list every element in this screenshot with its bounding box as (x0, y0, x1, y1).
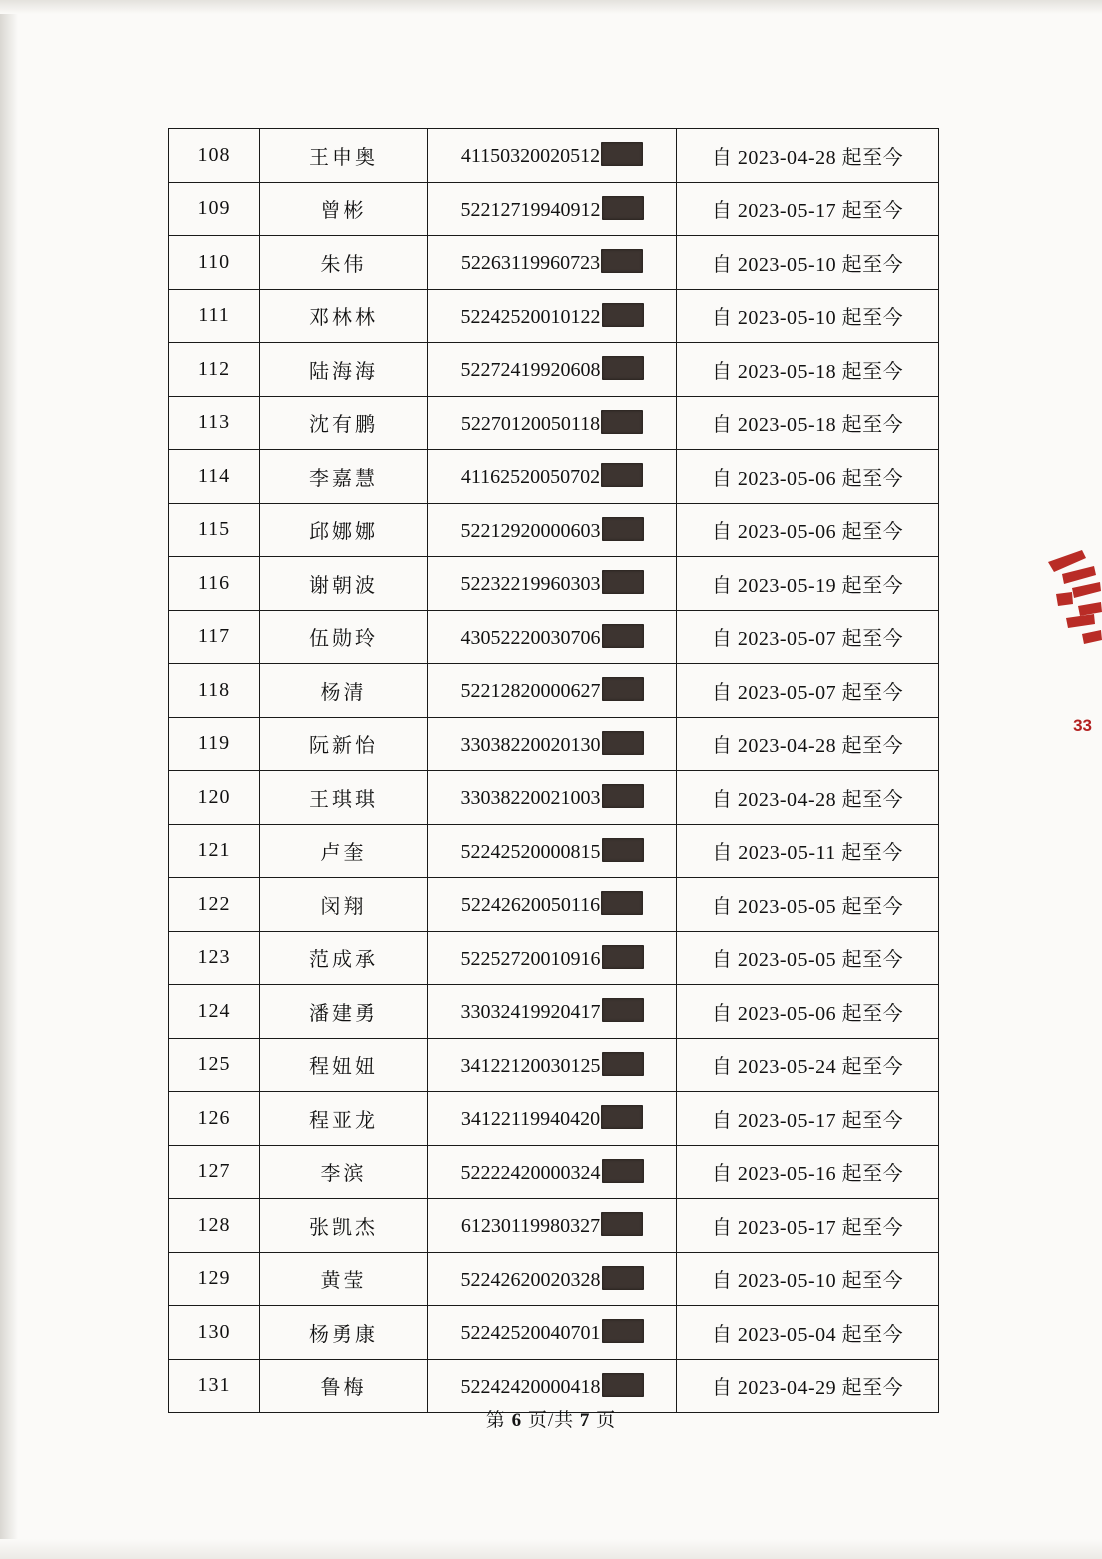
row-id-visible-digits: 52222420000324 (460, 1161, 601, 1184)
redaction-block (602, 303, 644, 327)
row-id-number (428, 1092, 677, 1146)
table-row (169, 931, 939, 985)
row-name: 程妞妞 (260, 1038, 428, 1092)
row-date-range: 自 2023-05-10 起至今 (677, 1252, 939, 1306)
row-id-number (428, 1306, 677, 1360)
row-number: 114 (169, 450, 260, 504)
row-id-number (428, 931, 677, 985)
row-name: 沈有鹏 (260, 396, 428, 450)
row-number: 108 (169, 129, 260, 183)
footer-suffix: 页 (596, 1410, 617, 1431)
row-name: 卢奎 (260, 824, 428, 878)
redaction-block (601, 463, 643, 487)
row-number: 128 (169, 1199, 260, 1253)
redaction-block (602, 1159, 644, 1183)
row-name: 张凯杰 (260, 1199, 428, 1253)
table-row (169, 717, 939, 771)
row-id-visible-digits: 52212719940912 (460, 198, 601, 221)
table-row (169, 557, 939, 611)
table-row (169, 1092, 939, 1146)
row-id-number (428, 236, 677, 290)
row-id-visible-digits: 52270120050118 (460, 412, 601, 435)
row-id-number (428, 557, 677, 611)
row-number: 119 (169, 717, 260, 771)
redaction-block (602, 356, 644, 380)
table-row (169, 771, 939, 825)
row-name: 陆海海 (260, 343, 428, 397)
table-row (169, 1145, 939, 1199)
footer-total-pages: 7 (579, 1410, 591, 1431)
row-id-visible-digits: 52263119960723 (460, 252, 601, 275)
row-name: 邓林林 (260, 289, 428, 343)
table-row (169, 396, 939, 450)
redaction-block (601, 891, 643, 915)
redaction-block (602, 196, 644, 220)
table-row (169, 182, 939, 236)
row-id-number (428, 771, 677, 825)
seal-code-text: 33 (1073, 716, 1092, 735)
row-id-visible-digits: 52212920000603 (460, 519, 601, 542)
redaction-block (602, 1319, 644, 1343)
redaction-block (602, 677, 644, 701)
redaction-block (602, 998, 644, 1022)
row-id-visible-digits: 33038220021003 (460, 787, 601, 810)
row-date-range: 自 2023-05-17 起至今 (677, 1199, 939, 1253)
row-id-visible-digits: 52212820000627 (460, 680, 601, 703)
row-id-visible-digits: 52242620050116 (460, 894, 601, 917)
row-id-visible-digits: 33032419920417 (460, 1001, 601, 1024)
row-number: 131 (169, 1359, 260, 1413)
table-row (169, 1252, 939, 1306)
row-name: 程亚龙 (260, 1092, 428, 1146)
row-id-number (428, 396, 677, 450)
redaction-block (601, 410, 643, 434)
footer-middle: 页/共 (527, 1410, 575, 1431)
row-id-visible-digits: 43052220030706 (460, 626, 601, 649)
row-date-range: 自 2023-04-28 起至今 (677, 129, 939, 183)
row-number: 123 (169, 931, 260, 985)
table-row (169, 824, 939, 878)
row-id-visible-digits: 41162520050702 (460, 466, 601, 489)
row-number: 115 (169, 503, 260, 557)
row-id-visible-digits: 33038220020130 (460, 733, 601, 756)
row-id-visible-digits: 52232219960303 (460, 573, 601, 596)
row-id-number (428, 1199, 677, 1253)
row-date-range: 自 2023-05-06 起至今 (677, 450, 939, 504)
row-date-range: 自 2023-05-04 起至今 (677, 1306, 939, 1360)
row-date-range: 自 2023-04-29 起至今 (677, 1359, 939, 1413)
row-number: 126 (169, 1092, 260, 1146)
table-row (169, 1038, 939, 1092)
redaction-block (602, 570, 644, 594)
row-name: 黄莹 (260, 1252, 428, 1306)
row-id-visible-digits: 34122119940420 (460, 1108, 601, 1131)
row-date-range: 自 2023-05-07 起至今 (677, 664, 939, 718)
row-date-range: 自 2023-04-28 起至今 (677, 717, 939, 771)
roster-table (168, 128, 939, 1413)
row-id-visible-digits: 52242520010122 (460, 305, 601, 328)
row-date-range: 自 2023-05-05 起至今 (677, 931, 939, 985)
row-id-number (428, 824, 677, 878)
redaction-block (602, 1373, 644, 1397)
footer-page-number: 6 (511, 1410, 523, 1431)
redaction-block (601, 1212, 643, 1236)
row-name: 李滨 (260, 1145, 428, 1199)
row-id-visible-digits: 34122120030125 (460, 1054, 601, 1077)
row-name: 朱伟 (260, 236, 428, 290)
row-id-number (428, 182, 677, 236)
scan-edge-left (0, 0, 18, 1559)
redaction-block (602, 1052, 644, 1076)
redaction-block (602, 1266, 644, 1290)
row-number: 117 (169, 610, 260, 664)
row-id-visible-digits: 52242520040701 (460, 1322, 601, 1345)
row-number: 113 (169, 396, 260, 450)
row-number: 116 (169, 557, 260, 611)
row-number: 121 (169, 824, 260, 878)
row-number: 129 (169, 1252, 260, 1306)
row-date-range: 自 2023-05-10 起至今 (677, 236, 939, 290)
row-number: 125 (169, 1038, 260, 1092)
table-row (169, 289, 939, 343)
row-date-range: 自 2023-05-17 起至今 (677, 1092, 939, 1146)
row-name: 杨清 (260, 664, 428, 718)
redaction-block (602, 517, 644, 541)
row-number: 124 (169, 985, 260, 1039)
table-row (169, 664, 939, 718)
table-row (169, 1306, 939, 1360)
row-id-number (428, 878, 677, 932)
row-date-range: 自 2023-05-06 起至今 (677, 503, 939, 557)
row-name: 阮新怡 (260, 717, 428, 771)
row-name: 王申奥 (260, 129, 428, 183)
scan-edge-bottom (0, 1539, 1102, 1559)
row-date-range: 自 2023-05-19 起至今 (677, 557, 939, 611)
redaction-block (602, 945, 644, 969)
row-name: 杨勇康 (260, 1306, 428, 1360)
scan-edge-top (0, 0, 1102, 14)
page-footer (168, 1405, 934, 1432)
row-id-number (428, 289, 677, 343)
row-date-range: 自 2023-05-17 起至今 (677, 182, 939, 236)
row-number: 118 (169, 664, 260, 718)
redaction-block (602, 838, 644, 862)
row-name: 范成承 (260, 931, 428, 985)
row-name: 鲁梅 (260, 1359, 428, 1413)
row-name: 伍勋玲 (260, 610, 428, 664)
row-id-visible-digits: 41150320020512 (460, 145, 601, 168)
row-id-number (428, 610, 677, 664)
row-name: 李嘉慧 (260, 450, 428, 504)
row-id-visible-digits: 61230119980327 (460, 1215, 601, 1238)
row-date-range: 自 2023-05-18 起至今 (677, 396, 939, 450)
table-row (169, 236, 939, 290)
red-seal-stamp (1042, 548, 1102, 768)
row-date-range: 自 2023-05-18 起至今 (677, 343, 939, 397)
row-number: 122 (169, 878, 260, 932)
redaction-block (601, 1105, 643, 1129)
table-row (169, 985, 939, 1039)
row-id-number (428, 664, 677, 718)
row-number: 111 (169, 289, 260, 343)
row-date-range: 自 2023-05-11 起至今 (677, 824, 939, 878)
row-date-range: 自 2023-05-10 起至今 (677, 289, 939, 343)
redaction-block (602, 731, 644, 755)
row-id-number (428, 343, 677, 397)
row-id-number (428, 1038, 677, 1092)
row-number: 120 (169, 771, 260, 825)
table-row (169, 1199, 939, 1253)
row-date-range: 自 2023-05-05 起至今 (677, 878, 939, 932)
table-row (169, 343, 939, 397)
redaction-block (601, 249, 643, 273)
roster-table-wrapper (168, 128, 934, 1413)
row-id-visible-digits: 52252720010916 (460, 947, 601, 970)
row-id-visible-digits: 52242420000418 (460, 1375, 601, 1398)
table-row (169, 878, 939, 932)
row-date-range: 自 2023-05-06 起至今 (677, 985, 939, 1039)
row-date-range: 自 2023-05-16 起至今 (677, 1145, 939, 1199)
row-id-number (428, 503, 677, 557)
row-name: 王琪琪 (260, 771, 428, 825)
table-row (169, 450, 939, 504)
row-number: 110 (169, 236, 260, 290)
row-id-number (428, 985, 677, 1039)
row-number: 127 (169, 1145, 260, 1199)
row-id-number (428, 1252, 677, 1306)
row-number: 112 (169, 343, 260, 397)
row-number: 130 (169, 1306, 260, 1360)
row-id-number (428, 717, 677, 771)
table-row (169, 503, 939, 557)
row-id-number (428, 129, 677, 183)
row-id-number (428, 450, 677, 504)
row-name: 谢朝波 (260, 557, 428, 611)
row-name: 邱娜娜 (260, 503, 428, 557)
table-row (169, 610, 939, 664)
scan-artifact (176, 52, 188, 62)
row-name: 曾彬 (260, 182, 428, 236)
row-name: 潘建勇 (260, 985, 428, 1039)
row-id-number (428, 1145, 677, 1199)
table-row (169, 129, 939, 183)
row-id-visible-digits: 52272419920608 (460, 359, 601, 382)
row-date-range: 自 2023-04-28 起至今 (677, 771, 939, 825)
row-id-visible-digits: 52242520000815 (460, 840, 601, 863)
row-date-range: 自 2023-05-24 起至今 (677, 1038, 939, 1092)
redaction-block (602, 624, 644, 648)
footer-prefix: 第 (485, 1410, 506, 1431)
row-name: 闵翔 (260, 878, 428, 932)
redaction-block (601, 142, 643, 166)
row-number: 109 (169, 182, 260, 236)
row-id-visible-digits: 52242620020328 (460, 1268, 601, 1291)
redaction-block (602, 784, 644, 808)
row-date-range: 自 2023-05-07 起至今 (677, 610, 939, 664)
